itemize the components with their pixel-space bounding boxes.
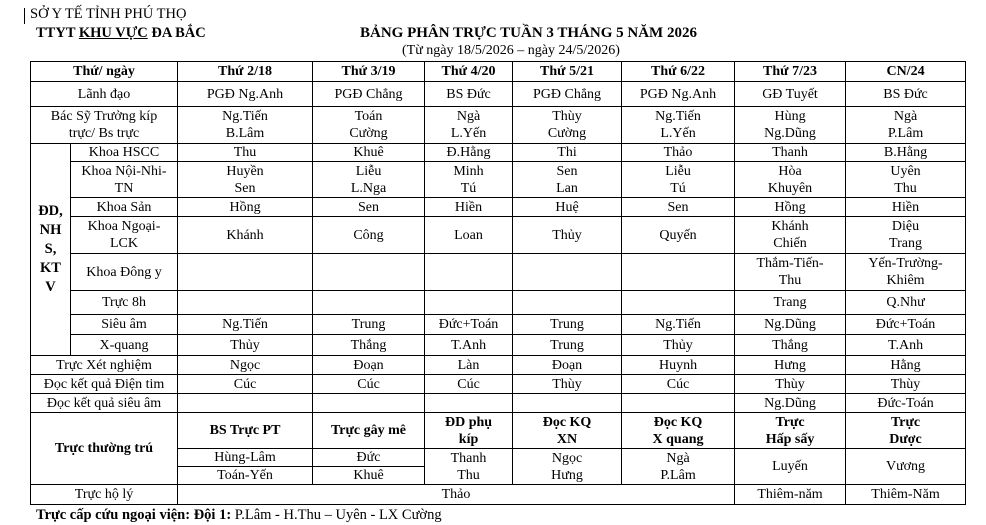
cell [846, 217, 966, 254]
cell: Cúc [313, 375, 425, 394]
cell-line: Cường [547, 126, 587, 141]
row-bac-sy [31, 107, 966, 144]
page-title: BẢNG PHÂN TRỰC TUẦN 3 THÁNG 5 NĂM 2026 [360, 25, 697, 41]
day-header: Thứ 3/19 [313, 62, 425, 82]
cell-line: Thắm-Tiến- [756, 256, 824, 271]
cell [735, 254, 846, 291]
org-line-2-pre: TTYT [36, 25, 79, 41]
cell: Hồng [178, 198, 313, 217]
cell [313, 394, 425, 413]
day-header: Thứ 4/20 [425, 62, 513, 82]
cell [178, 107, 313, 144]
row-label [71, 217, 178, 254]
group-label [31, 144, 71, 356]
row-lanh-dao [31, 82, 966, 107]
row-label: Khoa Đông y [71, 254, 178, 291]
cell: Huệ [513, 198, 622, 217]
cell [425, 254, 513, 291]
cell: Hùng-Lâm [178, 449, 313, 467]
cell-line: Thùy [552, 109, 582, 124]
row-label: Khoa Sản [71, 198, 178, 217]
cell [735, 107, 846, 144]
cell: Thủy [622, 335, 735, 356]
cell: B.Hằng [846, 144, 966, 162]
cell: Thùy [513, 375, 622, 394]
cell-line: Hùng [774, 109, 806, 124]
cell-line: Liễu [355, 163, 382, 179]
cell: Cúc [178, 375, 313, 394]
cell: Đoạn [313, 356, 425, 375]
org-line-2-underlined: KHU VỰC [78, 25, 148, 41]
subheader-line: Trực [775, 414, 805, 430]
cell [846, 107, 966, 144]
cell: Cúc [425, 375, 513, 394]
cell-line: Tú [670, 180, 686, 196]
cell [425, 291, 513, 315]
row-label: Đọc kết quả siêu âm [31, 394, 178, 413]
cell: T.Anh [425, 335, 513, 356]
cell: Thắng [313, 335, 425, 356]
row-label: Trực 8h [71, 291, 178, 315]
cell: Thảo [178, 485, 735, 505]
cell: Luyến [735, 449, 846, 485]
cell [622, 162, 735, 198]
cell: Đức [313, 449, 425, 467]
label-line: TN [114, 180, 134, 196]
cell: Cúc [622, 375, 735, 394]
cell [313, 291, 425, 315]
subheader-line: kíp [458, 431, 479, 447]
cell: Thùy [735, 375, 846, 394]
cell [425, 162, 513, 198]
row-label: Lãnh đạo [31, 82, 178, 107]
cell-line: L.Yến [450, 126, 487, 141]
cell [622, 449, 735, 485]
subheader [425, 413, 513, 449]
cell: Hưng [735, 356, 846, 375]
cell-line: Ngà [893, 109, 918, 124]
cell [425, 449, 513, 485]
cell: Thu [178, 144, 313, 162]
cell-line: Lan [556, 180, 578, 196]
row-xquang [31, 335, 966, 356]
cell [735, 217, 846, 254]
cell: Công [313, 217, 425, 254]
row-dien-tim [31, 375, 966, 394]
row-label [31, 107, 178, 144]
cell: Thủy [513, 217, 622, 254]
emergency-team-note [36, 507, 442, 524]
cell: Thiêm-Năm [846, 485, 966, 505]
subheader-line: X quang [652, 431, 704, 447]
row-label: Khoa HSCC [71, 144, 178, 162]
cell-line: Hòa [778, 163, 802, 179]
cell: Khuê [313, 467, 425, 485]
cell-line: B.Lâm [225, 126, 265, 141]
corner-cell: Thứ/ ngày [31, 62, 178, 82]
row-sieu-am [31, 315, 966, 335]
cell [178, 394, 313, 413]
cell-line: Chiến [773, 236, 807, 251]
day-header: Thứ 7/23 [735, 62, 846, 82]
org-line-1: SỞ Y TẾ TỈNH PHÚ THỌ [30, 6, 187, 22]
row-ngoai [31, 217, 966, 254]
row-truc-8h [31, 291, 966, 315]
cell [513, 394, 622, 413]
cell-line: Ngà [456, 109, 481, 124]
subheader-line: XN [556, 431, 578, 447]
label-line: Khoa Ngoại- [87, 219, 161, 234]
cell-line: Minh [453, 163, 484, 179]
cell-line: Tú [460, 180, 477, 196]
cell: Quyến [622, 217, 735, 254]
cell-line: Ngọc [551, 450, 583, 466]
cell: Vương [846, 449, 966, 485]
subheader [846, 413, 966, 449]
cell: Đ.Hằng [425, 144, 513, 162]
day-header: Thứ 2/18 [178, 62, 313, 82]
cell: GĐ Tuyết [735, 82, 846, 107]
row-hscc [31, 144, 966, 162]
cell [846, 254, 966, 291]
cell-line: Yến-Trường- [868, 256, 943, 271]
cell [513, 291, 622, 315]
cell-line: Liễu [665, 163, 691, 179]
cell: Hằng [846, 356, 966, 375]
subheader-line: Đọc KQ [653, 414, 703, 430]
subheader [513, 413, 622, 449]
day-header: Thứ 5/21 [513, 62, 622, 82]
cell: Đức-Toán [846, 394, 966, 413]
row-dong-y [31, 254, 966, 291]
subheader-line: Dược [889, 431, 922, 447]
cell-line: Ng.Tiến [655, 109, 701, 124]
cell-line: Uyên [890, 163, 921, 179]
cell [513, 162, 622, 198]
label-line: trực/ Bs trực [68, 126, 140, 141]
cell [622, 254, 735, 291]
cell: BS Đức [425, 82, 513, 107]
cell: Q.Như [846, 291, 966, 315]
cell: Thùy [846, 375, 966, 394]
cell: Đức+Toán [425, 315, 513, 335]
cell: Huynh [622, 356, 735, 375]
cell: BS Đức [846, 82, 966, 107]
row-label: Trực hộ lý [31, 485, 178, 505]
cell [313, 107, 425, 144]
cell-line: L.Yến [660, 126, 696, 141]
cell: Hồng [735, 198, 846, 217]
row-label: Đọc kết quả Điện tim [31, 375, 178, 394]
row-san [31, 198, 966, 217]
cell [846, 162, 966, 198]
cell: Hiền [425, 198, 513, 217]
header-row [31, 62, 966, 82]
day-header: CN/24 [846, 62, 966, 82]
page-subtitle: (Từ ngày 18/5/2026 – ngày 24/5/2026) [402, 43, 620, 58]
day-header: Thứ 6/22 [622, 62, 735, 82]
cell [178, 291, 313, 315]
cell: Thảo [622, 144, 735, 162]
cell: Trung [513, 335, 622, 356]
subheader: Trực gây mê [313, 413, 425, 449]
group-label-line: KT [40, 260, 61, 276]
cell: T.Anh [846, 335, 966, 356]
cell-line: Sen [234, 180, 256, 196]
cell: PGĐ Chẳng [313, 82, 425, 107]
cell [313, 254, 425, 291]
duty-roster-table [30, 61, 966, 505]
cell-line: Thu [894, 180, 917, 196]
cell: Làn [425, 356, 513, 375]
cell: Trang [735, 291, 846, 315]
cell: Thiêm-năm [735, 485, 846, 505]
header-bar [24, 8, 25, 24]
cell: PGĐ Ng.Anh [622, 82, 735, 107]
cell-line: Thu [778, 273, 802, 288]
cell-line: Trang [889, 236, 922, 251]
cell [622, 394, 735, 413]
row-label [71, 162, 178, 198]
cell: Khuê [313, 144, 425, 162]
label-line: LCK [110, 236, 138, 251]
row-label: X-quang [71, 335, 178, 356]
cell-line: L.Nga [350, 180, 387, 196]
row-label: Trực thường trú [31, 413, 178, 485]
row-thuong-tru-header [31, 413, 966, 449]
cell-line: Diệu [891, 219, 920, 234]
cell [178, 254, 313, 291]
cell-line: Hưng [551, 467, 583, 483]
cell: Loan [425, 217, 513, 254]
org-line-2-post: ĐA BẮC [147, 25, 206, 41]
cell: Ngọc [178, 356, 313, 375]
group-label-line: NH [39, 222, 62, 238]
cell-line: Ngà [666, 450, 690, 466]
cell: Hiền [846, 198, 966, 217]
cell: Ng.Dũng [735, 315, 846, 335]
cell: Đức+Toán [846, 315, 966, 335]
cell: Trung [513, 315, 622, 335]
cell [513, 449, 622, 485]
cell: PGĐ Chẳng [513, 82, 622, 107]
group-label-line: ĐD, [38, 203, 63, 219]
cell: Ng.Tiến [178, 315, 313, 335]
cell [513, 107, 622, 144]
cell [513, 254, 622, 291]
row-label: Trực Xét nghiệm [31, 356, 178, 375]
cell [425, 394, 513, 413]
label-line: Khoa Nội-Nhi- [81, 163, 167, 179]
cell [425, 107, 513, 144]
cell: PGĐ Ng.Anh [178, 82, 313, 107]
cell: Sen [313, 198, 425, 217]
footer-bold: Trực cấp cứu ngoại viện: Đội 1: [36, 507, 232, 523]
cell-line: Cường [349, 126, 388, 141]
subheader: BS Trực PT [178, 413, 313, 449]
org-line-2 [36, 25, 206, 42]
subheader-line: Đọc KQ [542, 414, 592, 430]
cell: Trung [313, 315, 425, 335]
group-label-line: V [45, 279, 56, 295]
subheader [622, 413, 735, 449]
cell: Thanh [735, 144, 846, 162]
cell: Sen [622, 198, 735, 217]
row-ho-ly [31, 485, 966, 505]
cell: Đoạn [513, 356, 622, 375]
cell-line: Ng.Tiến [222, 109, 268, 124]
cell-line: Khiêm [886, 273, 925, 288]
cell-line: Huyền [226, 163, 264, 179]
row-doc-sieu-am [31, 394, 966, 413]
cell: Thắng [735, 335, 846, 356]
cell [622, 291, 735, 315]
cell [313, 162, 425, 198]
label-line: Bác Sỹ Trưởng kíp [50, 109, 158, 124]
subheader [735, 413, 846, 449]
cell-line: Toán [354, 109, 383, 124]
cell-line: P.Lâm [887, 126, 924, 141]
cell: Ng.Tiến [622, 315, 735, 335]
cell-line: Khánh [771, 219, 809, 234]
row-xet-nghiem [31, 356, 966, 375]
cell-line: Khuyên [767, 180, 813, 196]
cell: Ng.Dũng [735, 394, 846, 413]
cell-line: P.Lâm [660, 467, 696, 483]
cell-line: Sen [556, 163, 578, 179]
cell-line: Thanh [450, 450, 487, 466]
cell-line: Thu [457, 467, 480, 483]
cell-line: Ng.Dũng [764, 126, 816, 141]
cell [178, 162, 313, 198]
subheader-line: Trực [890, 414, 921, 430]
subheader-line: ĐD phụ [444, 414, 493, 430]
row-noi [31, 162, 966, 198]
group-label-line: S, [44, 241, 57, 257]
cell: Toán-Yến [178, 467, 313, 485]
subheader-line: Hấp sấy [765, 431, 815, 447]
footer-normal: P.Lâm - H.Thu – Uyên - LX Cường [231, 507, 442, 523]
cell [735, 162, 846, 198]
row-label: Siêu âm [71, 315, 178, 335]
cell: Thi [513, 144, 622, 162]
cell: Khánh [178, 217, 313, 254]
cell [622, 107, 735, 144]
cell: Thủy [178, 335, 313, 356]
